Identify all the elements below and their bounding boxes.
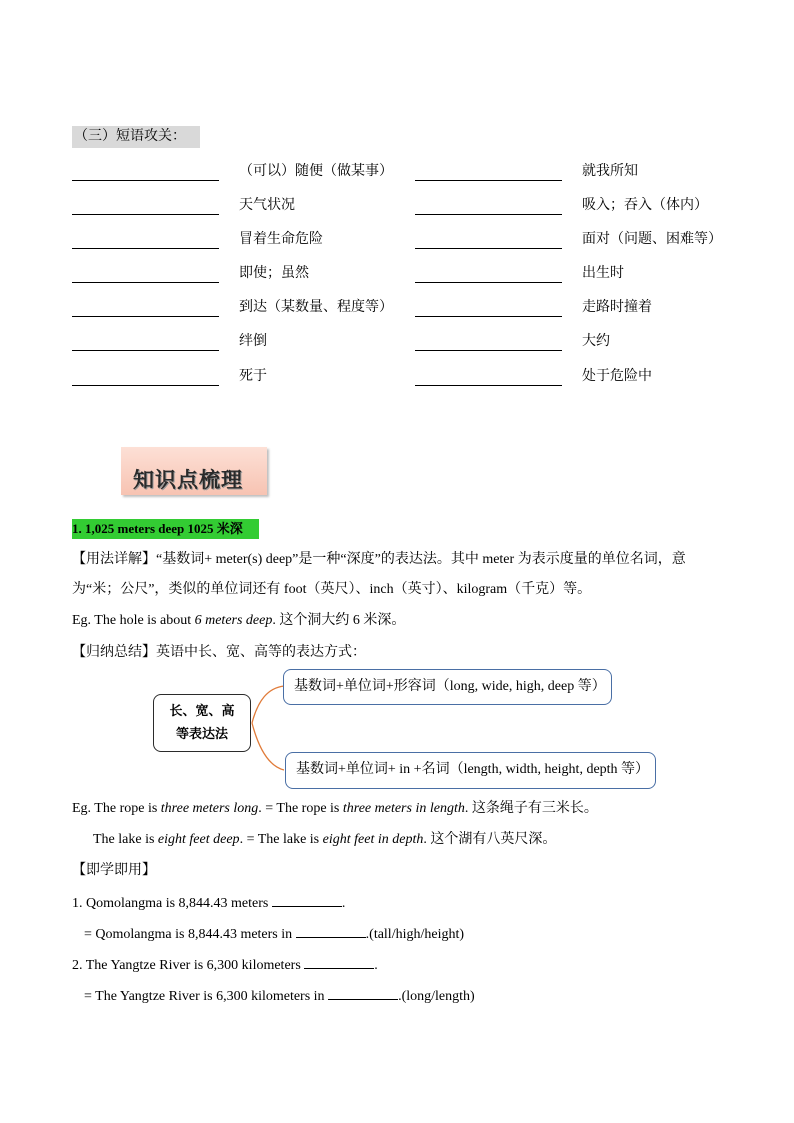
- answer-line[interactable]: [415, 282, 562, 283]
- mind-map-center-line-1: 长、宽、高: [169, 703, 235, 718]
- phrase-meaning: 冒着生命危险: [239, 232, 323, 247]
- example-lake: [93, 830, 556, 850]
- answer-line[interactable]: [415, 214, 562, 215]
- example-italic: 6 meters deep: [194, 613, 273, 628]
- answer-line[interactable]: [415, 248, 562, 249]
- mind-map-center: [153, 694, 251, 752]
- answer-line[interactable]: [72, 385, 219, 386]
- phrase-meaning: 走路时撞着: [582, 300, 652, 315]
- example-rope-c: . = The rope is: [258, 801, 343, 816]
- usage-line-1: 【用法详解】“基数词+ meter(s) deep”是一种“深度”的表达法。其中 meter 为表示度量的单位名词，意: [72, 552, 686, 567]
- summary-line: 【归纳总结】英语中长、宽、高等的表达方式：: [72, 645, 366, 660]
- question-2a-text: 2. The Yangtze River is 6,300 kilometers: [72, 958, 305, 973]
- phrase-meaning: 即使；虽然: [239, 266, 309, 281]
- answer-line[interactable]: [415, 385, 562, 386]
- answer-line[interactable]: [415, 316, 562, 317]
- answer-line[interactable]: [72, 180, 219, 181]
- phrase-meaning: 天气状况: [239, 198, 295, 213]
- practice-header: 【即学即用】: [72, 863, 156, 878]
- answer-blank-1b[interactable]: [296, 923, 366, 938]
- question-1b-end: .(tall/high/height): [365, 927, 465, 942]
- connector-top: [252, 686, 284, 723]
- phrase-meaning: 死于: [239, 369, 267, 384]
- question-1b-text: = Qomolangma is 8,844.43 meters in: [84, 927, 296, 942]
- example-lake-d: eight feet in depth: [322, 832, 424, 847]
- question-1a-text: 1. Qomolangma is 8,844.43 meters: [72, 896, 272, 911]
- knowledge-banner-label: 知识点梳理: [133, 467, 243, 492]
- example-rope-d: three meters in length: [342, 801, 465, 816]
- question-2a: [72, 954, 378, 976]
- example-rope-e: . 这条绳子有三米长。: [464, 801, 598, 816]
- example-lake-b: eight feet deep: [157, 832, 240, 847]
- phrase-meaning: 出生时: [582, 266, 624, 281]
- answer-blank-2a[interactable]: [304, 954, 374, 969]
- usage-line-2: 为“米；公尺”，类似的单位词还有 foot（英尺）、inch（英寸）、kilogram（千克）等。: [72, 582, 592, 597]
- answer-line[interactable]: [72, 350, 219, 351]
- answer-line[interactable]: [415, 350, 562, 351]
- question-1b: [84, 923, 464, 945]
- question-2a-end: .: [374, 958, 378, 973]
- question-1a-end: .: [341, 896, 346, 911]
- phrase-meaning: 到达（某数量、程度等）: [239, 300, 393, 315]
- mind-map-node-noun: 基数词+单位词+ in +名词（length, width, height, depth 等）: [285, 752, 656, 789]
- example-lake-a: The lake is: [93, 832, 158, 847]
- answer-line[interactable]: [72, 282, 219, 283]
- mind-map-node-adjective: 基数词+单位词+形容词（long, wide, high, deep 等）: [283, 669, 612, 705]
- phrase-meaning: 吸入；吞入（体内）: [582, 198, 708, 213]
- example-rope-a: Eg. The rope is: [72, 801, 161, 816]
- answer-blank-1a[interactable]: [272, 892, 342, 907]
- phrase-meaning: 就我所知: [582, 164, 638, 179]
- example-rope-b: three meters long: [160, 801, 259, 816]
- example-lake-c: . = The lake is: [239, 832, 323, 847]
- point-title: 1. 1,025 meters deep 1025 米深: [72, 519, 259, 539]
- phrase-meaning: 面对（问题、困难等）: [582, 232, 722, 247]
- question-2b-end: .(long/length): [398, 989, 475, 1004]
- phrase-meaning: 处于危险中: [582, 369, 652, 384]
- phrase-meaning: 绊倒: [239, 334, 267, 349]
- section-title: （三）短语攻关：: [72, 126, 200, 148]
- phrase-meaning: 大约: [582, 334, 610, 349]
- answer-blank-2b[interactable]: [328, 985, 398, 1000]
- knowledge-banner: [121, 447, 267, 495]
- connector-bottom: [252, 723, 284, 770]
- answer-line[interactable]: [415, 180, 562, 181]
- question-2b: [84, 985, 475, 1007]
- answer-line[interactable]: [72, 248, 219, 249]
- example-line: [72, 611, 405, 631]
- answer-line[interactable]: [72, 316, 219, 317]
- example-suffix: . 这个洞大约 6 米深。: [272, 613, 406, 628]
- example-prefix: Eg. The hole is about: [72, 613, 195, 628]
- answer-line[interactable]: [72, 214, 219, 215]
- example-lake-e: . 这个湖有八英尺深。: [423, 832, 557, 847]
- mind-map-center-line-2: 等表达法: [175, 726, 228, 741]
- question-1a: [72, 892, 345, 914]
- phrase-meaning: （可以）随便（做某事）: [239, 164, 393, 179]
- question-2b-text: = The Yangtze River is 6,300 kilometers in: [84, 989, 329, 1004]
- example-rope: [72, 799, 598, 819]
